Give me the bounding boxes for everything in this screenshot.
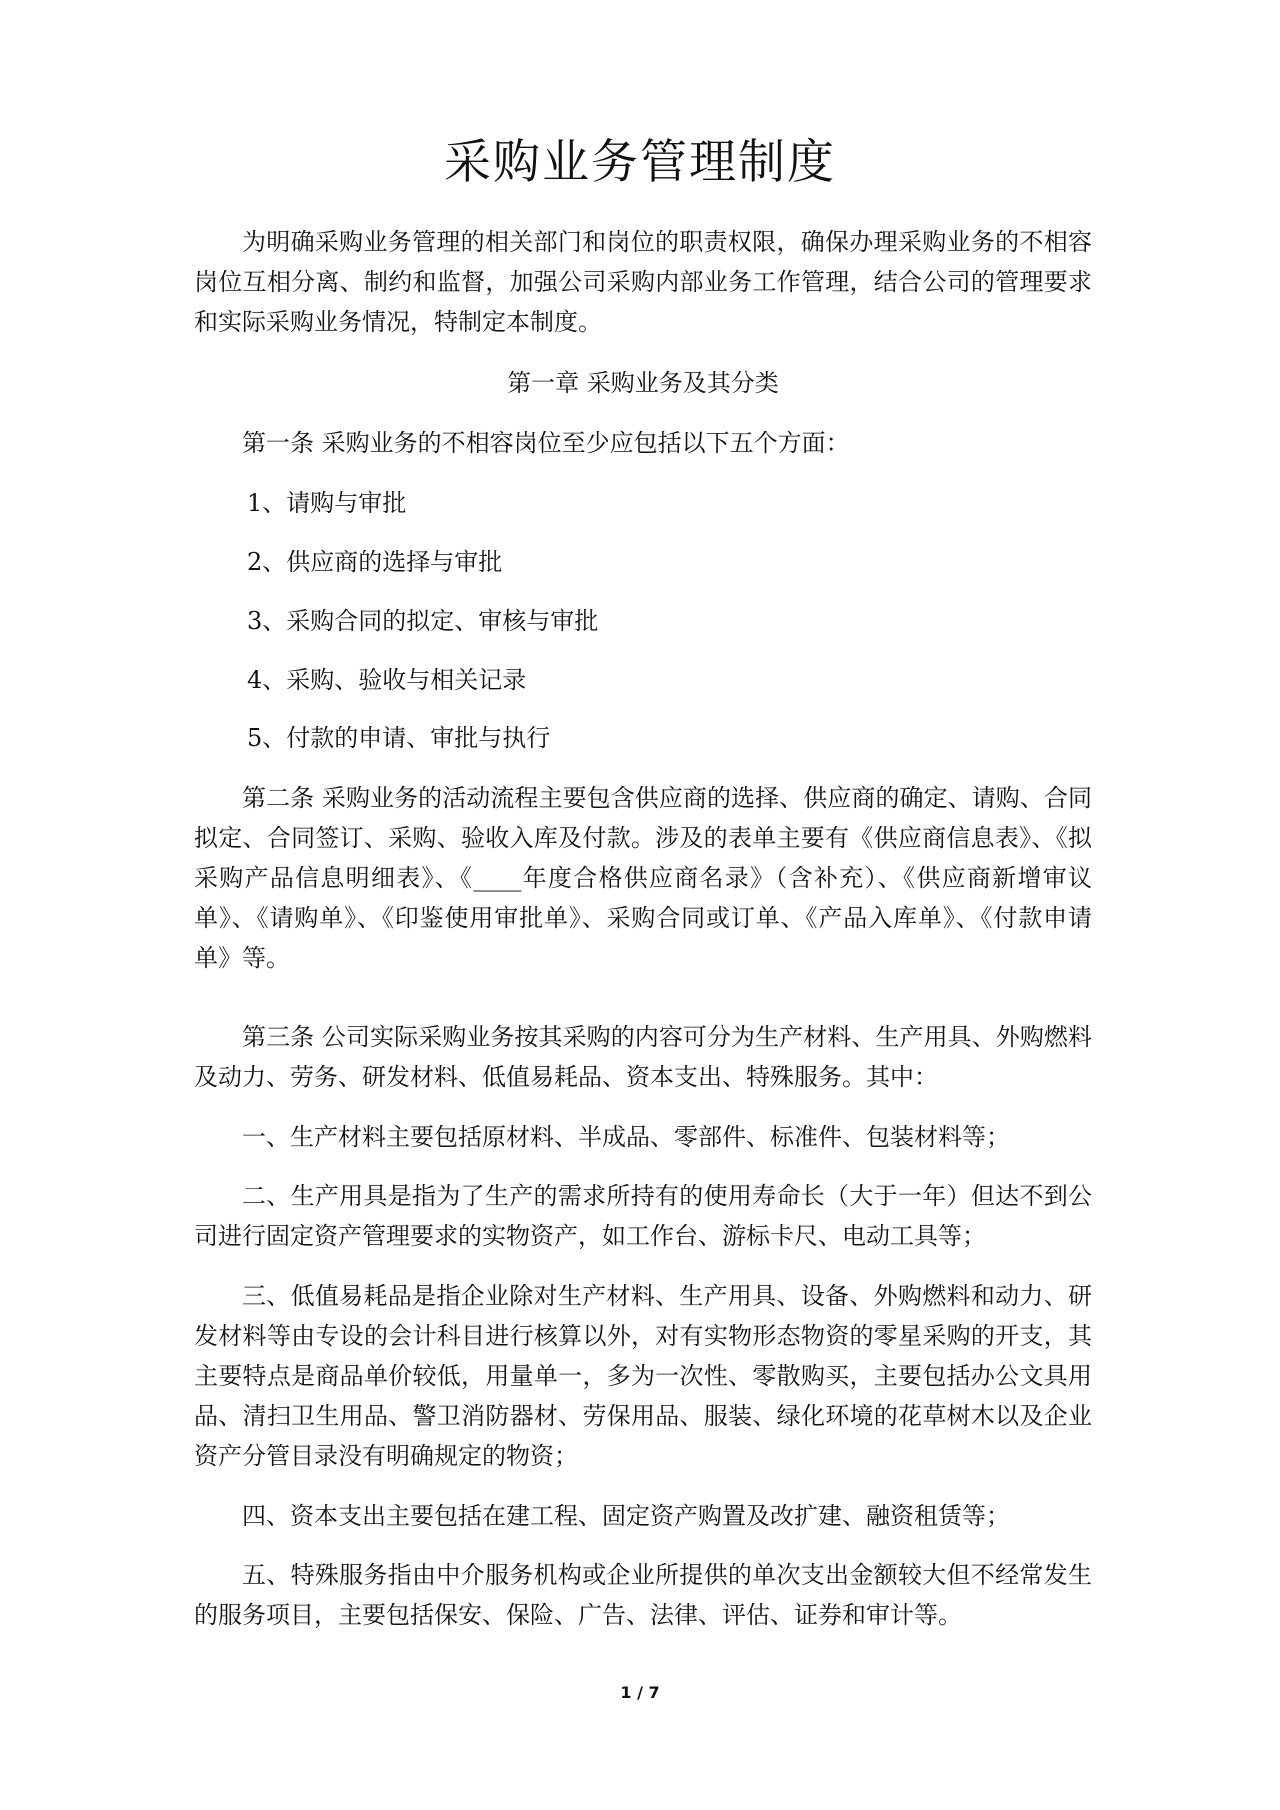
- article-3-item-3: 三、低值易耗品是指企业除对生产材料、生产用具、设备、外购燃料和动力、研发材料等由专设的会计科目进行核算以外，对有实物形态物资的零星采购的开支，其主要特点是商品单价较低，用量单一，多为一次性、零散购买，主要包括办公文具用品、清扫卫生用品、警卫消防器材、劳保用品、服装、绿化环境的花草树木以及企业资产分管目录没有明确规定的物资；: [194, 1282, 1092, 1470]
- article-3-item-5: 五、特殊服务指由中介服务机构或企业所提供的单次支出金额较大但不经常发生的服务项目，主要包括保安、保险、广告、法律、评估、证券和审计等。: [194, 1561, 1092, 1629]
- article-2: 第二条 采购业务的活动流程主要包含供应商的选择、供应商的确定、请购、合同拟定、合同签订、采购、验收入库及付款。涉及的表单主要有《供应商信息表》、《拟采购产品信息明细表》、《____年度合格供应商名录》（含补充）、《供应商新增审议单》、《请购单》、《印鉴使用审批单》、采购合同或订单、《产品入库单》、《付款申请单》等。: [194, 784, 1092, 972]
- article-3: 第三条 公司实际采购业务按其采购的内容可分为生产材料、生产用具、外购燃料及动力、劳务、研发材料、低值易耗品、资本支出、特殊服务。其中：: [194, 1023, 1092, 1091]
- article-3-item-2: 二、生产用具是指为了生产的需求所持有的使用寿命长（大于一年）但达不到公司进行固定资产管理要求的实物资产，如工作台、游标卡尺、电动工具等；: [194, 1182, 1092, 1250]
- article-1-item-1: 1、请购与审批: [247, 489, 407, 517]
- article-1: 第一条 采购业务的不相容岗位至少应包括以下五个方面：: [242, 429, 850, 457]
- article-1-item-3: 3、采购合同的拟定、审核与审批: [247, 607, 599, 635]
- article-1-item-5: 5、付款的申请、审批与执行: [247, 724, 551, 752]
- article-3-item-4: 四、资本支出主要包括在建工程、固定资产购置及改扩建、融资租赁等；: [242, 1502, 1010, 1530]
- chapter-1-heading: 第一章 采购业务及其分类: [507, 369, 779, 397]
- article-1-item-4: 4、采购、验收与相关记录: [247, 666, 527, 694]
- document-title: 采购业务管理制度: [444, 135, 836, 190]
- intro-paragraph: 为明确采购业务管理的相关部门和岗位的职责权限，确保办理采购业务的不相容岗位互相分离、制约和监督，加强公司采购内部业务工作管理，结合公司的管理要求和实际采购业务情况，特制定本制度。: [194, 228, 1092, 336]
- page-number: 1 / 7: [620, 1683, 660, 1702]
- article-1-item-2: 2、供应商的选择与审批: [247, 548, 503, 576]
- article-3-item-1: 一、生产材料主要包括原材料、半成品、零部件、标准件、包装材料等；: [242, 1123, 1010, 1151]
